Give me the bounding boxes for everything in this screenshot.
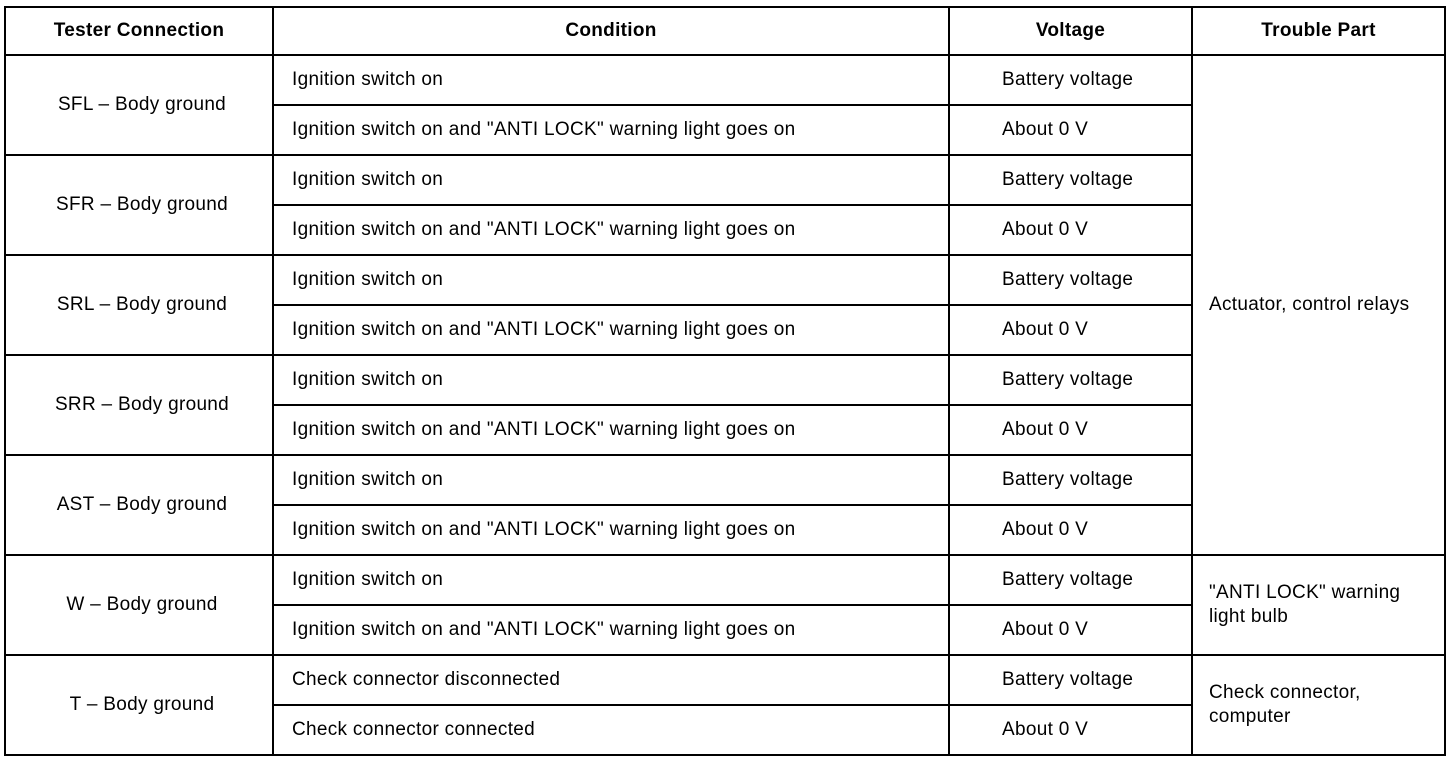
voltage-cell: About 0 V <box>949 205 1192 255</box>
condition-cell: Ignition switch on <box>273 355 949 405</box>
trouble-part-text: Actuator, control relays <box>1209 294 1410 315</box>
table-row <box>5 555 1445 605</box>
condition-cell: Ignition switch on and "ANTI LOCK" warning light goes on <box>273 205 949 255</box>
condition-cell: Ignition switch on and "ANTI LOCK" warning light goes on <box>273 605 949 655</box>
voltage-cell: Battery voltage <box>949 455 1192 505</box>
condition-cell: Ignition switch on <box>273 455 949 505</box>
condition-cell: Ignition switch on and "ANTI LOCK" warning light goes on <box>273 305 949 355</box>
diagnosis-table <box>4 6 1446 756</box>
voltage-cell: About 0 V <box>949 705 1192 755</box>
tester-connection-cell: SRL – Body ground <box>5 255 273 355</box>
trouble-part-cell <box>1192 55 1445 555</box>
voltage-cell: Battery voltage <box>949 555 1192 605</box>
tester-connection-cell: SFR – Body ground <box>5 155 273 255</box>
voltage-cell: About 0 V <box>949 505 1192 555</box>
voltage-cell: About 0 V <box>949 405 1192 455</box>
condition-cell: Check connector disconnected <box>273 655 949 705</box>
condition-cell: Ignition switch on <box>273 555 949 605</box>
tester-connection-cell: AST – Body ground <box>5 455 273 555</box>
header-row <box>5 7 1445 55</box>
header-voltage: Voltage <box>949 7 1192 55</box>
condition-cell: Ignition switch on and "ANTI LOCK" warning light goes on <box>273 405 949 455</box>
condition-cell: Ignition switch on <box>273 255 949 305</box>
diagnosis-table-container <box>4 6 1444 756</box>
trouble-part-text: Check connector, computer <box>1209 682 1361 727</box>
voltage-cell: Battery voltage <box>949 155 1192 205</box>
voltage-cell: About 0 V <box>949 605 1192 655</box>
tester-connection-cell: T – Body ground <box>5 655 273 755</box>
condition-cell: Check connector connected <box>273 705 949 755</box>
voltage-cell: About 0 V <box>949 105 1192 155</box>
tester-connection-cell: SRR – Body ground <box>5 355 273 455</box>
condition-cell: Ignition switch on <box>273 55 949 105</box>
trouble-part-cell <box>1192 655 1445 755</box>
trouble-part-cell <box>1192 555 1445 655</box>
header-tester-connection: Tester Connection <box>5 7 273 55</box>
table-row <box>5 655 1445 705</box>
trouble-part-text: "ANTI LOCK" warning light bulb <box>1209 582 1401 627</box>
voltage-cell: Battery voltage <box>949 55 1192 105</box>
tester-connection-cell: SFL – Body ground <box>5 55 273 155</box>
condition-cell: Ignition switch on and "ANTI LOCK" warning light goes on <box>273 505 949 555</box>
voltage-cell: Battery voltage <box>949 655 1192 705</box>
voltage-cell: Battery voltage <box>949 255 1192 305</box>
header-condition: Condition <box>273 7 949 55</box>
voltage-cell: About 0 V <box>949 305 1192 355</box>
condition-cell: Ignition switch on and "ANTI LOCK" warning light goes on <box>273 105 949 155</box>
condition-cell: Ignition switch on <box>273 155 949 205</box>
voltage-cell: Battery voltage <box>949 355 1192 405</box>
table-row <box>5 55 1445 105</box>
tester-connection-cell: W – Body ground <box>5 555 273 655</box>
header-trouble-part: Trouble Part <box>1192 7 1445 55</box>
